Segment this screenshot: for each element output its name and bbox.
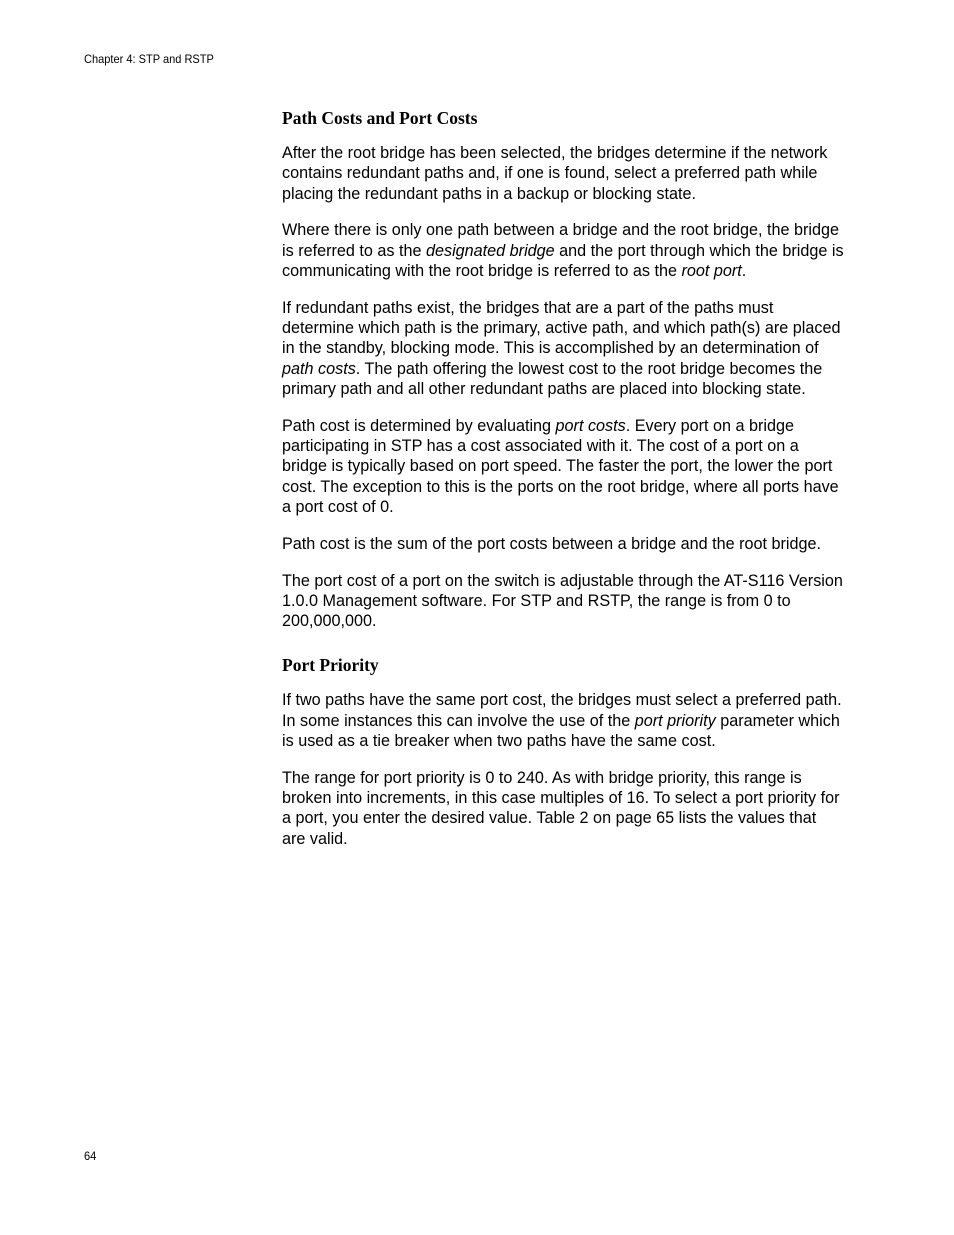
italic-term-designated-bridge: designated bridge bbox=[425, 241, 555, 260]
paragraph: The port cost of a port on the switch is adjustable through the AT-S116 Version 1.0.0 Management software. For STP and RSTP, the range is from 0 to 200,000,000. bbox=[282, 571, 843, 631]
paragraph: After the root bridge has been selected, the bridges determine if the network contains redundant paths and, if one is found, select a preferred path while placing the redundant paths in a backup or blocking state. bbox=[282, 144, 828, 203]
italic-term-path-costs: path costs bbox=[282, 359, 356, 378]
section-heading-path-costs: Path Costs and Port Costs bbox=[282, 108, 478, 128]
text-run: Path cost is determined by evaluating bbox=[282, 416, 556, 435]
text-run: and the port through which the bridge is communicating with the root bridge is referred to as the bbox=[282, 241, 844, 280]
section-heading-port-priority: Port Priority bbox=[282, 655, 379, 676]
text-run: Where there is only one path between a bridge and the root bridge, the bridge is referred to as the bbox=[282, 221, 840, 260]
text-run: . Every port on a bridge participating in STP has a cost associated with it. The cost of a port on a bridge is typically based on port speed. The faster the port, the lower the port cost. The exception to this is the ports on the root bridge, where all ports have a port cost of 0. bbox=[282, 416, 839, 516]
paragraph bbox=[282, 416, 844, 517]
text-run: If two paths have the same port cost, the bridges must select a preferred path. In some instances this can involve the use of the bbox=[282, 691, 842, 730]
page-content bbox=[282, 107, 844, 866]
paragraph bbox=[282, 298, 844, 399]
paragraph bbox=[282, 690, 844, 751]
text-run: If redundant paths exist, the bridges that are a part of the paths must determine which path is the primary, active path, and which path(s) are placed in the standby, blocking mode. This is accomplished by an determination of bbox=[282, 298, 841, 358]
italic-term-port-costs: port costs bbox=[555, 416, 626, 435]
paragraph bbox=[282, 220, 844, 281]
running-header: Chapter 4: STP and RSTP bbox=[84, 52, 214, 66]
text-run: parameter which is used as a tie breaker when two paths have the same cost. bbox=[282, 711, 840, 751]
text-run: . The path offering the lowest cost to the root bridge becomes the primary path and all other redundant paths are placed into blocking state. bbox=[282, 359, 823, 398]
italic-term-port-priority: port priority bbox=[634, 711, 716, 730]
page-number: 64 bbox=[84, 1149, 97, 1163]
paragraph: The range for port priority is 0 to 240. As with bridge priority, this range is broken into increments, in this case multiples of 16. To select a port priority for a port, you enter the desired value. Table 2 on page 65 lists the values that are valid. bbox=[282, 768, 840, 848]
paragraph: Path cost is the sum of the port costs between a bridge and the root bridge. bbox=[282, 534, 822, 553]
text-run: . bbox=[741, 261, 747, 280]
italic-term-root-port: root port bbox=[681, 261, 742, 280]
